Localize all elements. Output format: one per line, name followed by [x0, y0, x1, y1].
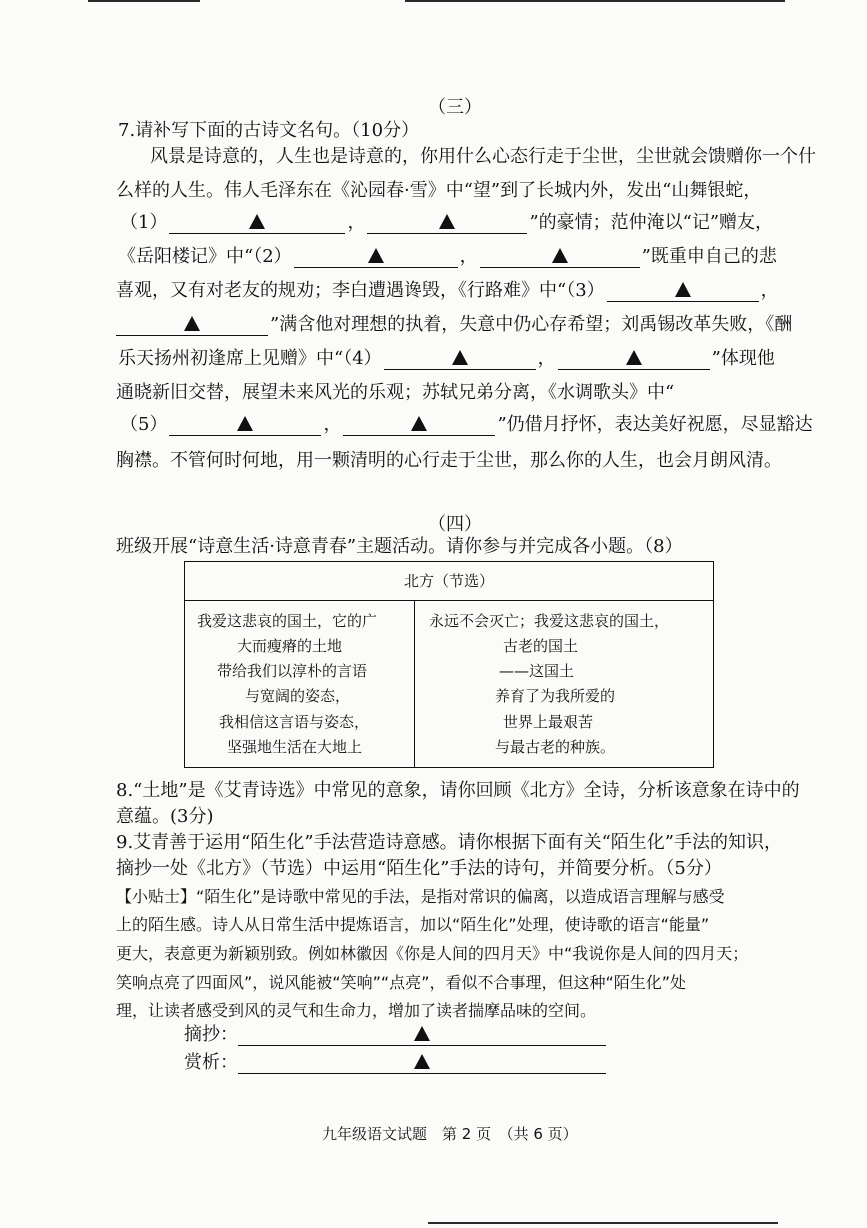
- question-8-line-2: 意蕴。(3分): [116, 806, 214, 827]
- poem-right-line: 与最古老的种族。: [495, 738, 616, 756]
- scan-edge-top-right: [405, 0, 785, 2]
- blank-1-prefix: （1）: [120, 212, 168, 233]
- q7-line-3-suffix: ”的豪情；范仲淹以“记”赠友，: [529, 212, 774, 233]
- page-footer: 九年级语文试题 第 2 页 （共 6 页）: [322, 1125, 578, 1143]
- answer-marker-triangle: [626, 350, 642, 365]
- answer-blank-3b[interactable]: [116, 315, 268, 336]
- answer-blank-2a[interactable]: [294, 247, 458, 268]
- poem-left-line: 我爱这悲哀的国土，它的广: [197, 612, 378, 630]
- answer-blank-3a[interactable]: [607, 281, 759, 302]
- question-9-line-1: 9.艾青善于运用“陌生化”手法营造诗意感。请你根据下面有关“陌生化”手法的知识，: [116, 832, 782, 853]
- question-7-title: 7.请补写下面的古诗文名句。（10分）: [118, 120, 420, 141]
- answer-marker-triangle: [452, 350, 468, 365]
- answer-marker-triangle: [439, 214, 455, 229]
- blank-4-prefix: 乐天扬州初逢席上见赠》中“（4）: [118, 348, 382, 369]
- blank-3-prefix: 喜观，又有对老友的规劝；李白遭遇谗毁，《行路难》中“（3）: [116, 280, 605, 301]
- answer-blank-2b[interactable]: [480, 247, 640, 268]
- q7-line-1: 风景是诗意的，人生也是诗意的，你用什么心态行走于尘世，尘世就会馈赠你一个什: [150, 146, 816, 167]
- answer-marker-triangle: [184, 316, 200, 331]
- tip-line: 更大，表意更为新颖别致。例如林徽因《你是人间的四月天》中“我说你是人间的四月天；: [116, 944, 749, 963]
- question-8-line-1: 8.“土地”是《艾青诗选》中常见的意象，请你回顾《北方》全诗，分析该意象在诗中的: [116, 780, 800, 801]
- comma: ，: [537, 348, 556, 369]
- q7-line-8: 通晓新旧交替，展望未来风光的乐观；苏轼兄弟分离，《水调歌头》中“: [116, 382, 675, 403]
- poem-right-line: 世界上最艰苦: [503, 713, 594, 731]
- poem-right-line: 古老的国土: [503, 637, 579, 655]
- scan-edge-bottom: [428, 1222, 778, 1224]
- answer-blank-1a[interactable]: [169, 213, 345, 234]
- answer-marker-triangle: [414, 1054, 430, 1069]
- answer-marker-triangle: [411, 416, 427, 431]
- q7-line-9-suffix: ”仍借月抒怀，表达美好祝愿，尽显豁达: [497, 414, 813, 435]
- poem-column-divider: [414, 600, 415, 767]
- q7-line-7: [118, 348, 775, 370]
- comma: ，: [323, 414, 342, 435]
- section-heading-3: （三）: [428, 97, 482, 118]
- poem-right-line: 永远不会灭亡；我爱这悲哀的国土，: [429, 612, 670, 630]
- appreciation-label: 赏析：: [184, 1052, 238, 1073]
- answer-marker-triangle: [675, 282, 691, 297]
- section-heading-4: （四）: [428, 514, 482, 535]
- answer-marker-triangle: [552, 248, 568, 263]
- answer-marker-triangle: [368, 248, 384, 263]
- blank-5-prefix: （5）: [120, 414, 168, 435]
- comma: ，: [459, 246, 478, 267]
- tip-line: 笑响点亮了四面风”，说风能被“笑响”“点亮”，看似不合事理，但这种“陌生化”处: [116, 973, 687, 992]
- poem-left-line: 与宽阔的姿态，: [245, 687, 351, 705]
- answer-marker-triangle: [414, 1026, 430, 1041]
- excerpt-answer-blank[interactable]: [238, 1025, 606, 1046]
- tip-line: 【小贴士】“陌生化”是诗歌中常见的手法，是指对常识的偏离，以造成语言理解与感受: [116, 887, 725, 906]
- q7-line-3: [120, 212, 773, 234]
- appreciation-row: [184, 1052, 608, 1074]
- poem-title: 北方（节选）: [185, 562, 713, 601]
- q7-line-4-suffix: ”既重申自己的悲: [641, 246, 777, 267]
- comma: ，: [347, 212, 366, 233]
- answer-blank-4a[interactable]: [384, 349, 536, 370]
- scan-edge-top-left: [88, 0, 200, 2]
- q7-line-7-suffix: ”体现他: [711, 348, 775, 369]
- answer-blank-5b[interactable]: [343, 415, 495, 436]
- poem-left-line: 我相信这言语与姿态，: [219, 713, 370, 731]
- answer-marker-triangle: [249, 214, 265, 229]
- q7-line-6-suffix: ”满含他对理想的执着，失意中仍心存希望；刘禹锡改革失败，《酬: [270, 314, 793, 335]
- poem-right-line: 养育了为我所爱的: [495, 687, 616, 705]
- q7-line-6: [116, 314, 792, 336]
- tip-line: 上的陌生感。诗人从日常生活中提炼语言，加以“陌生化”处理，使诗歌的语言“能量”: [116, 915, 710, 934]
- q7-line-5: [116, 280, 779, 302]
- q7-line-2: 么样的人生。伟人毛泽东在《沁园春·雪》中“望”到了长城内外，发出“山舞银蛇，: [116, 180, 762, 201]
- excerpt-row: [184, 1024, 608, 1046]
- blank-2-prefix: 《岳阳楼记》中“（2）: [118, 246, 292, 267]
- poem-left-line: 带给我们以淳朴的言语: [217, 662, 368, 680]
- section-4-intro: 班级开展“诗意生活·诗意青春”主题活动。请你参与并完成各小题。（8）: [116, 536, 683, 557]
- comma: ，: [760, 280, 779, 301]
- poem-left-line: 大而瘦瘠的土地: [237, 637, 343, 655]
- poem-table: [184, 561, 714, 768]
- excerpt-label: 摘抄：: [184, 1024, 238, 1045]
- answer-blank-1b[interactable]: [367, 213, 527, 234]
- q7-line-10: 胸襟。不管何时何地，用一颗清明的心行走于尘世，那么你的人生，也会月朗风清。: [116, 450, 782, 471]
- question-9-line-2: 摘抄一处《北方》（节选）中运用“陌生化”手法的诗句，并简要分析。（5分）: [116, 858, 722, 879]
- answer-marker-triangle: [237, 416, 253, 431]
- poem-right-line: ——这国土: [499, 662, 575, 680]
- q7-line-9: [120, 414, 813, 436]
- answer-blank-5a[interactable]: [169, 415, 321, 436]
- tip-line: 理，让读者感受到风的灵气和生命力，增加了读者揣摩品味的空间。: [116, 1001, 597, 1020]
- answer-blank-4b[interactable]: [558, 349, 710, 370]
- q7-line-4: [118, 246, 777, 268]
- appreciation-answer-blank[interactable]: [238, 1053, 606, 1074]
- poem-left-line: 坚强地生活在大地上: [227, 738, 363, 756]
